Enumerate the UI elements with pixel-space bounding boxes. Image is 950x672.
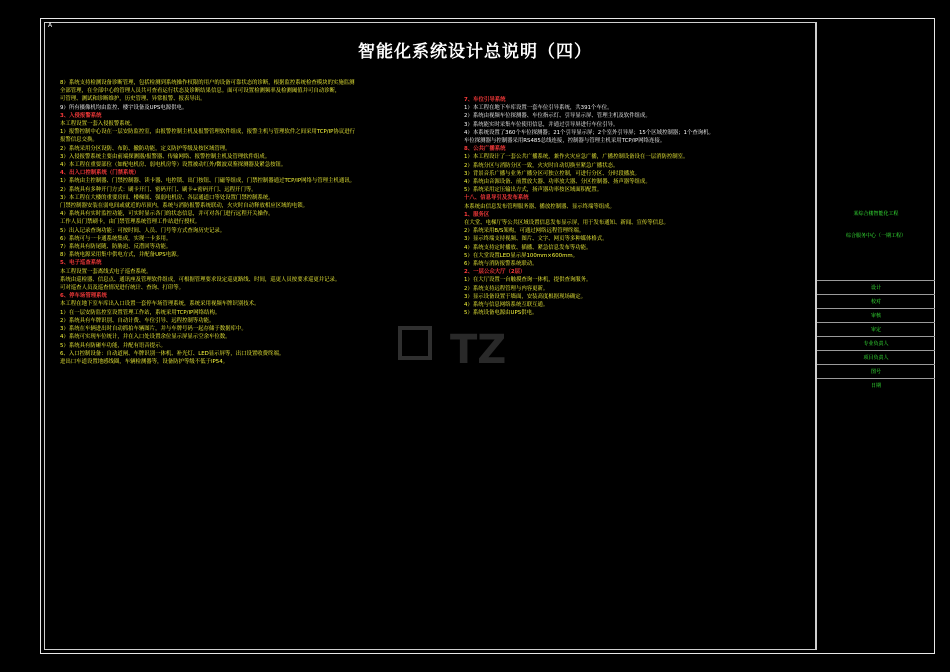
text-line: 工作人员门禁刷卡，由门禁管理系统管理工作站进行授权。 (60, 219, 201, 226)
text-line: 本系统由信息发布管理服务器、播放控制器、显示终端等组成。 (464, 203, 615, 210)
text-line: 7）系统具有防尾随、防胁迫、反潜回等功能。 (60, 244, 172, 251)
title-block-project: 某综合楼智能化工程 (853, 211, 899, 217)
text-line: 可管理、测试和诊断维护，历史管理、异常报警、报表导出。 (60, 96, 206, 103)
title-block (816, 22, 936, 650)
text-line: 本工程设置一套入侵报警系统。 (60, 121, 136, 128)
text-line: 6）系统可与一卡通系统集成，实现一卡多用。 (60, 235, 172, 242)
text-line: 5）出入记录查询功能：可按时间、人员、门号等方式查询历史记录。 (60, 227, 226, 234)
text-line: 4、出入口控制系统（门禁系统） (60, 170, 140, 177)
title-block-divider (817, 350, 935, 351)
text-line: 门禁控制器安装在弱电间或就近的吊顶内，系统与消防报警系统联动，火灾时自动释放相应区域的电锁。 (60, 203, 308, 210)
title-block-row: 日期 (870, 383, 881, 389)
text-line: 本工程在地下室车库出入口设置一套停车场管理系统，系统采用视频车牌识别技术。 (60, 301, 260, 308)
corner-mark: A (48, 22, 53, 29)
text-line: 2）系统采用B/S架构，可通过网络远程管理终端。 (464, 228, 585, 235)
title-block-divider (817, 322, 935, 323)
text-line: 8、公共广播系统 (464, 146, 506, 153)
text-line: 4）本系统设置了360个车位探测器；21个引导显示屏；2个室外引导屏；15个区域控制器；1个查询机。 (464, 129, 714, 136)
text-line: 4）系统具有实时监控功能，可实时显示各门的状态信息，并可对各门进行远程开关操作。 (60, 211, 274, 218)
text-line: 1、服务区 (464, 211, 490, 218)
text-line: 报警信息交换。 (60, 137, 98, 144)
text-line: 2）系统具有多种开门方式：刷卡开门、密码开门、刷卡+密码开门、远程开门等。 (60, 186, 257, 193)
text-line: 4）系统由音源设备、前置放大器、功率放大器、分区控制器、扬声器等组成。 (464, 179, 651, 186)
text-line: 5、电子巡查系统 (60, 260, 102, 267)
title-block-divider (817, 308, 935, 309)
title-block-subtitle: 综合服务中心（一期工程） (845, 233, 906, 239)
text-line: 3）入侵报警系统主要由前端探测器/报警器、传输网络、报警控制主机及管理软件组成。 (60, 153, 271, 160)
text-line: 8）系统电源采用集中供电方式，并配备UPS电源。 (60, 252, 182, 259)
text-line: 5）系统设备电源由UPS供电。 (464, 310, 538, 317)
text-line: 6）系统与消防报警系统联动。 (464, 261, 538, 268)
right-text-column (464, 96, 809, 317)
text-line: 3）显示终端支持视频、图片、文字、网页等多种媒体格式。 (464, 236, 608, 243)
text-line: 2）系统分区与消防分区一致，火灾时自动切换至紧急广播状态。 (464, 162, 619, 169)
title-block-row: 审定 (870, 327, 881, 333)
watermark-text: TZ (450, 327, 507, 373)
text-line: 5）在大堂设置LED显示屏100mm×600mm。 (464, 252, 578, 259)
text-line: 在大堂、电梯厅等公共区域设置信息发布显示屏，用于发布通知、新闻、宣传等信息。 (464, 220, 669, 227)
title-block-divider (817, 364, 935, 365)
watermark-logo (390, 318, 590, 388)
text-line: 4）本工程在重要部位（如配电机房、弱电机房等）设置被动红外/微波双鉴探测器及紧急按钮。 (60, 162, 287, 169)
text-line: 5）系统具有防砸车功能，并配有语音提示。 (60, 342, 166, 349)
text-line: 2、一层公众大厅（2层） (464, 269, 526, 276)
title-block-row: 项目负责人 (863, 355, 889, 361)
text-line: 系统由巡检器、信息点、通讯座及管理软件组成，可根据管理要求设定巡更路线、时间，巡更人员按要求巡更并记录。 (60, 276, 341, 283)
text-line: 8）系统支持检测设备诊断管理，包括检测到系统操作权限的用户的设备可靠状态的诊断，根据监控系统检查模块的实施监测 (60, 80, 355, 86)
text-line: 6、入口控制设备：自动道闸、车牌识别一体机、补光灯、LED显示屏等，出口设置收费终端。 (60, 350, 285, 357)
text-line: 全部管理，在全部中心的管理人员共可查看运行状态及诊断结果信息。面可可设置检测频率及检测阈值并可自动诊断， (60, 88, 341, 95)
text-line: 3）背景音乐广播与业务广播分区可独立控制，可进行分区、分时段播放。 (464, 170, 640, 177)
title-block-row: 校对 (870, 299, 881, 305)
text-line: 7、车位引导系统 (464, 97, 506, 103)
text-line: 1）系统由主控制器、门禁控制器、读卡器、电控锁、出门按钮、门磁等组成，门禁控制器通过TCP/IP网络与管理主机通讯。 (60, 178, 356, 185)
text-line: 2）系统由视频车位探测器、车位指示灯、引导显示屏、管理主机及软件组成。 (464, 113, 651, 120)
text-line: 1）本工程设计了一套公共广播系统，兼作火灾应急广播，广播控制设备设在一层消防控制室。 (464, 154, 689, 161)
title-block-row: 专业负责人 (863, 341, 889, 347)
text-line: 3）系统能实时采集车位使用信息，并通过引导屏进行车位引导。 (464, 121, 619, 128)
title-block-divider (817, 378, 935, 379)
text-line: 3）显示设备设置于墙面，安装高度根据现场确定。 (464, 293, 587, 300)
text-line: 1）在一层安防监控室设置管理工作站，系统采用TCP/IP网络结构。 (60, 309, 221, 316)
text-line: 3、入侵报警系统 (60, 112, 102, 119)
text-line: 4）系统支持定时播放、插播、紧急信息发布等功能。 (464, 244, 592, 251)
title-block-divider (817, 280, 935, 281)
text-line: 十八、信息导引及发布系统 (464, 195, 529, 202)
text-line: 1）在大厅设置一台触摸查询一体机，提供查询服务。 (464, 277, 592, 284)
text-line: 进出口车道设置地感线圈，车辆检测器等，设备防护等级不低于IP54。 (60, 358, 229, 365)
text-line: 1）本工程在地下车库设置一套车位引导系统，共391个车位。 (464, 105, 613, 112)
title-block-divider (817, 294, 935, 295)
text-line: 2）系统支持远程管理与内容更新。 (464, 285, 549, 292)
text-line: 5）系统采用定压输出方式，扬声器功率按区域面积配置。 (464, 187, 603, 194)
text-line: 2）系统采用分区设防、布防、撤防功能，定义防护等级及按区域管理。 (60, 145, 231, 152)
text-line: 1）报警控制中心设在一层安防监控室，由报警控制主机及报警管理软件组成，报警主机与管理软件之间采用TCP/IP协议进行 (60, 129, 356, 136)
title-block-row: 图号 (870, 369, 881, 375)
page-title: 智能化系统设计总说明（四） (358, 42, 592, 62)
title-block-row: 审核 (870, 313, 881, 319)
text-line: 4）系统与信息网络系统互联互通。 (464, 302, 549, 309)
title-block-divider (817, 336, 935, 337)
text-line: 4）系统可实现车位统计，并在入口处设置余位显示屏显示空余车位数。 (60, 334, 231, 341)
text-line: 可对巡查人员及巡查情况进行统计、查询、打印等。 (60, 285, 184, 292)
title-block-row: 设计 (870, 285, 881, 291)
text-line: 车位探测器与控制器采用RS485总线连接，控制器与管理主机采用TCP/IP网络连接。 (464, 138, 666, 145)
text-line: 9）所有摄像机均由监控、楼宇设备及UPS电源供电。 (60, 104, 188, 111)
text-line: 2）系统具有车牌识别、自动计费、车位引导、远程控制等功能。 (60, 317, 215, 324)
text-line: 3）系统在车辆进出时自动抓拍车辆图片，并与车牌号码一起存储于数据库中。 (60, 326, 247, 333)
text-line: 6、停车场管理系统 (60, 293, 107, 300)
text-line: 3）本工程在大楼的重要房间、楼梯间、强弱电机房、各层通道口等处设置门禁控制系统。 (60, 194, 274, 201)
text-line: 本工程设置一套离线式电子巡查系统。 (60, 268, 152, 275)
